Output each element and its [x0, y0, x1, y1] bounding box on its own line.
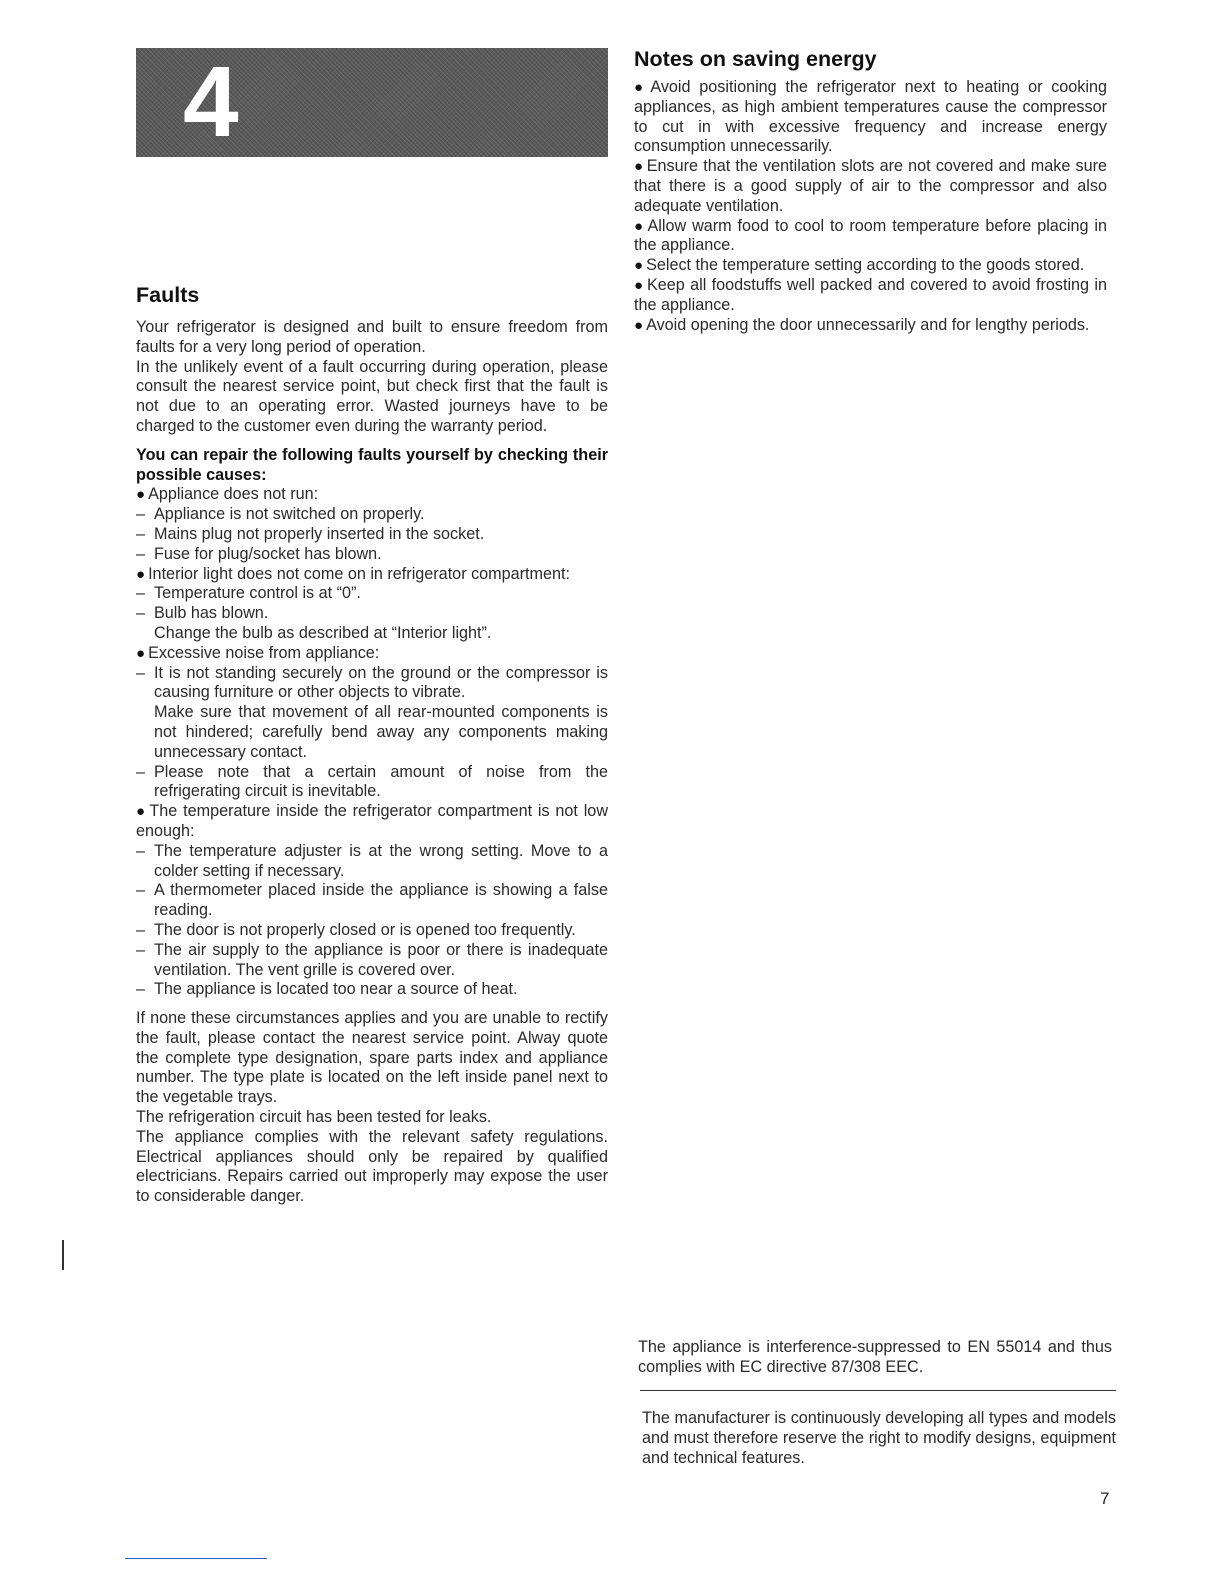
fault-remedy: Change the bulb as described at “Interior light”.: [154, 623, 492, 642]
faults-closing-3: The appliance complies with the relevant safety regulations. Electrical appliances should only be repaired by qualified electricians. Repairs carried out improperly may expose the user to considerable danger.: [136, 1127, 608, 1206]
fault-cause: – Appliance is not switched on properly.: [136, 505, 608, 525]
faults-intro-2: In the unlikely event of a fault occurring during operation, please consult the nearest service point, but check first that the fault is not due to an operating error. Wasted journeys have to be charged to the customer even during the warranty period.: [136, 357, 608, 435]
energy-tip: ● Select the temperature setting according to the goods stored.: [634, 256, 1107, 276]
fault-cause: – The door is not properly closed or is opened too frequently.: [136, 921, 608, 941]
energy-title: Notes on saving energy: [634, 47, 877, 71]
fault-cause: – Fuse for plug/socket has blown.: [136, 545, 608, 565]
fault-cause: – It is not standing securely on the ground or the compressor is causing furniture or other objects to vibrate.: [136, 664, 608, 704]
energy-tip: ● Keep all foodstuffs well packed and covered to avoid frosting in the appliance.: [634, 276, 1107, 316]
energy-tip: ● Allow warm food to cool to room temperature before placing in the appliance.: [634, 217, 1107, 257]
faults-intro-1: Your refrigerator is designed and built to ensure freedom from faults for a very long period of operation.: [136, 318, 608, 356]
fault-item-interior-light: ● Interior light does not come on in refrigerator compartment:: [136, 565, 608, 585]
manufacturer-note: The manufacturer is continuously developing all types and models and must therefore reserve the right to modify designs, equipment and technical features.: [642, 1409, 1116, 1467]
faults-closing-1: If none these circumstances applies and you are unable to rectify the fault, please contact the nearest service point. Alway quote the complete type designation, spare parts index and appliance number. The type plate is located on the left inside panel next to the vegetable trays.: [136, 1009, 608, 1107]
repair-heading: You can repair the following faults yourself by checking their possible causes:: [136, 445, 608, 484]
faults-section: [136, 283, 608, 1207]
faults-closing-2: The refrigeration circuit has been tested for leaks.: [136, 1108, 492, 1127]
margin-mark: [62, 1240, 64, 1270]
interference-note: The appliance is interference-suppressed to EN 55014 and thus complies with EC directive 87/308 EEC.: [638, 1338, 1112, 1376]
fault-item-noise: ● Excessive noise from appliance:: [136, 644, 608, 664]
fault-cause: – Mains plug not properly inserted in the socket.: [136, 525, 608, 545]
fault-item-temperature: ● The temperature inside the refrigerator compartment is not low enough:: [136, 802, 608, 842]
footer-divider: [640, 1390, 1116, 1391]
page-number: 7: [1100, 1489, 1110, 1508]
chapter-number: 4: [183, 46, 235, 158]
fault-cause: – The appliance is located too near a source of heat.: [136, 980, 608, 1000]
energy-tip: ● Avoid positioning the refrigerator next to heating or cooking appliances, as high ambient temperatures cause the compressor to cut in with excessive frequency and increase energy consumption unnecessarily.: [634, 78, 1107, 157]
fault-cause: – The air supply to the appliance is poor or there is inadequate ventilation. The vent grille is covered over.: [136, 941, 608, 981]
energy-tip: ● Avoid opening the door unnecessarily and for lengthy periods.: [634, 316, 1107, 336]
faults-title: Faults: [136, 283, 200, 307]
energy-section: [634, 47, 1107, 335]
fault-cause: – Bulb has blown.: [136, 604, 608, 624]
fault-cause: – Temperature control is at “0”.: [136, 584, 608, 604]
bottom-rule: [125, 1558, 267, 1559]
fault-cause: – The temperature adjuster is at the wrong setting. Move to a colder setting if necessary.: [136, 842, 608, 882]
energy-tip: ● Ensure that the ventilation slots are not covered and make sure that there is a good supply of air to the compressor and also adequate ventilation.: [634, 157, 1107, 216]
fault-cause: – Please note that a certain amount of noise from the refrigerating circuit is inevitable.: [136, 763, 608, 803]
fault-item-no-run: ● Appliance does not run:: [136, 485, 608, 505]
fault-remedy: Make sure that movement of all rear-mounted components is not hindered; carefully bend away any components making unnecessary contact.: [154, 703, 608, 761]
fault-cause: – A thermometer placed inside the appliance is showing a false reading.: [136, 881, 608, 921]
